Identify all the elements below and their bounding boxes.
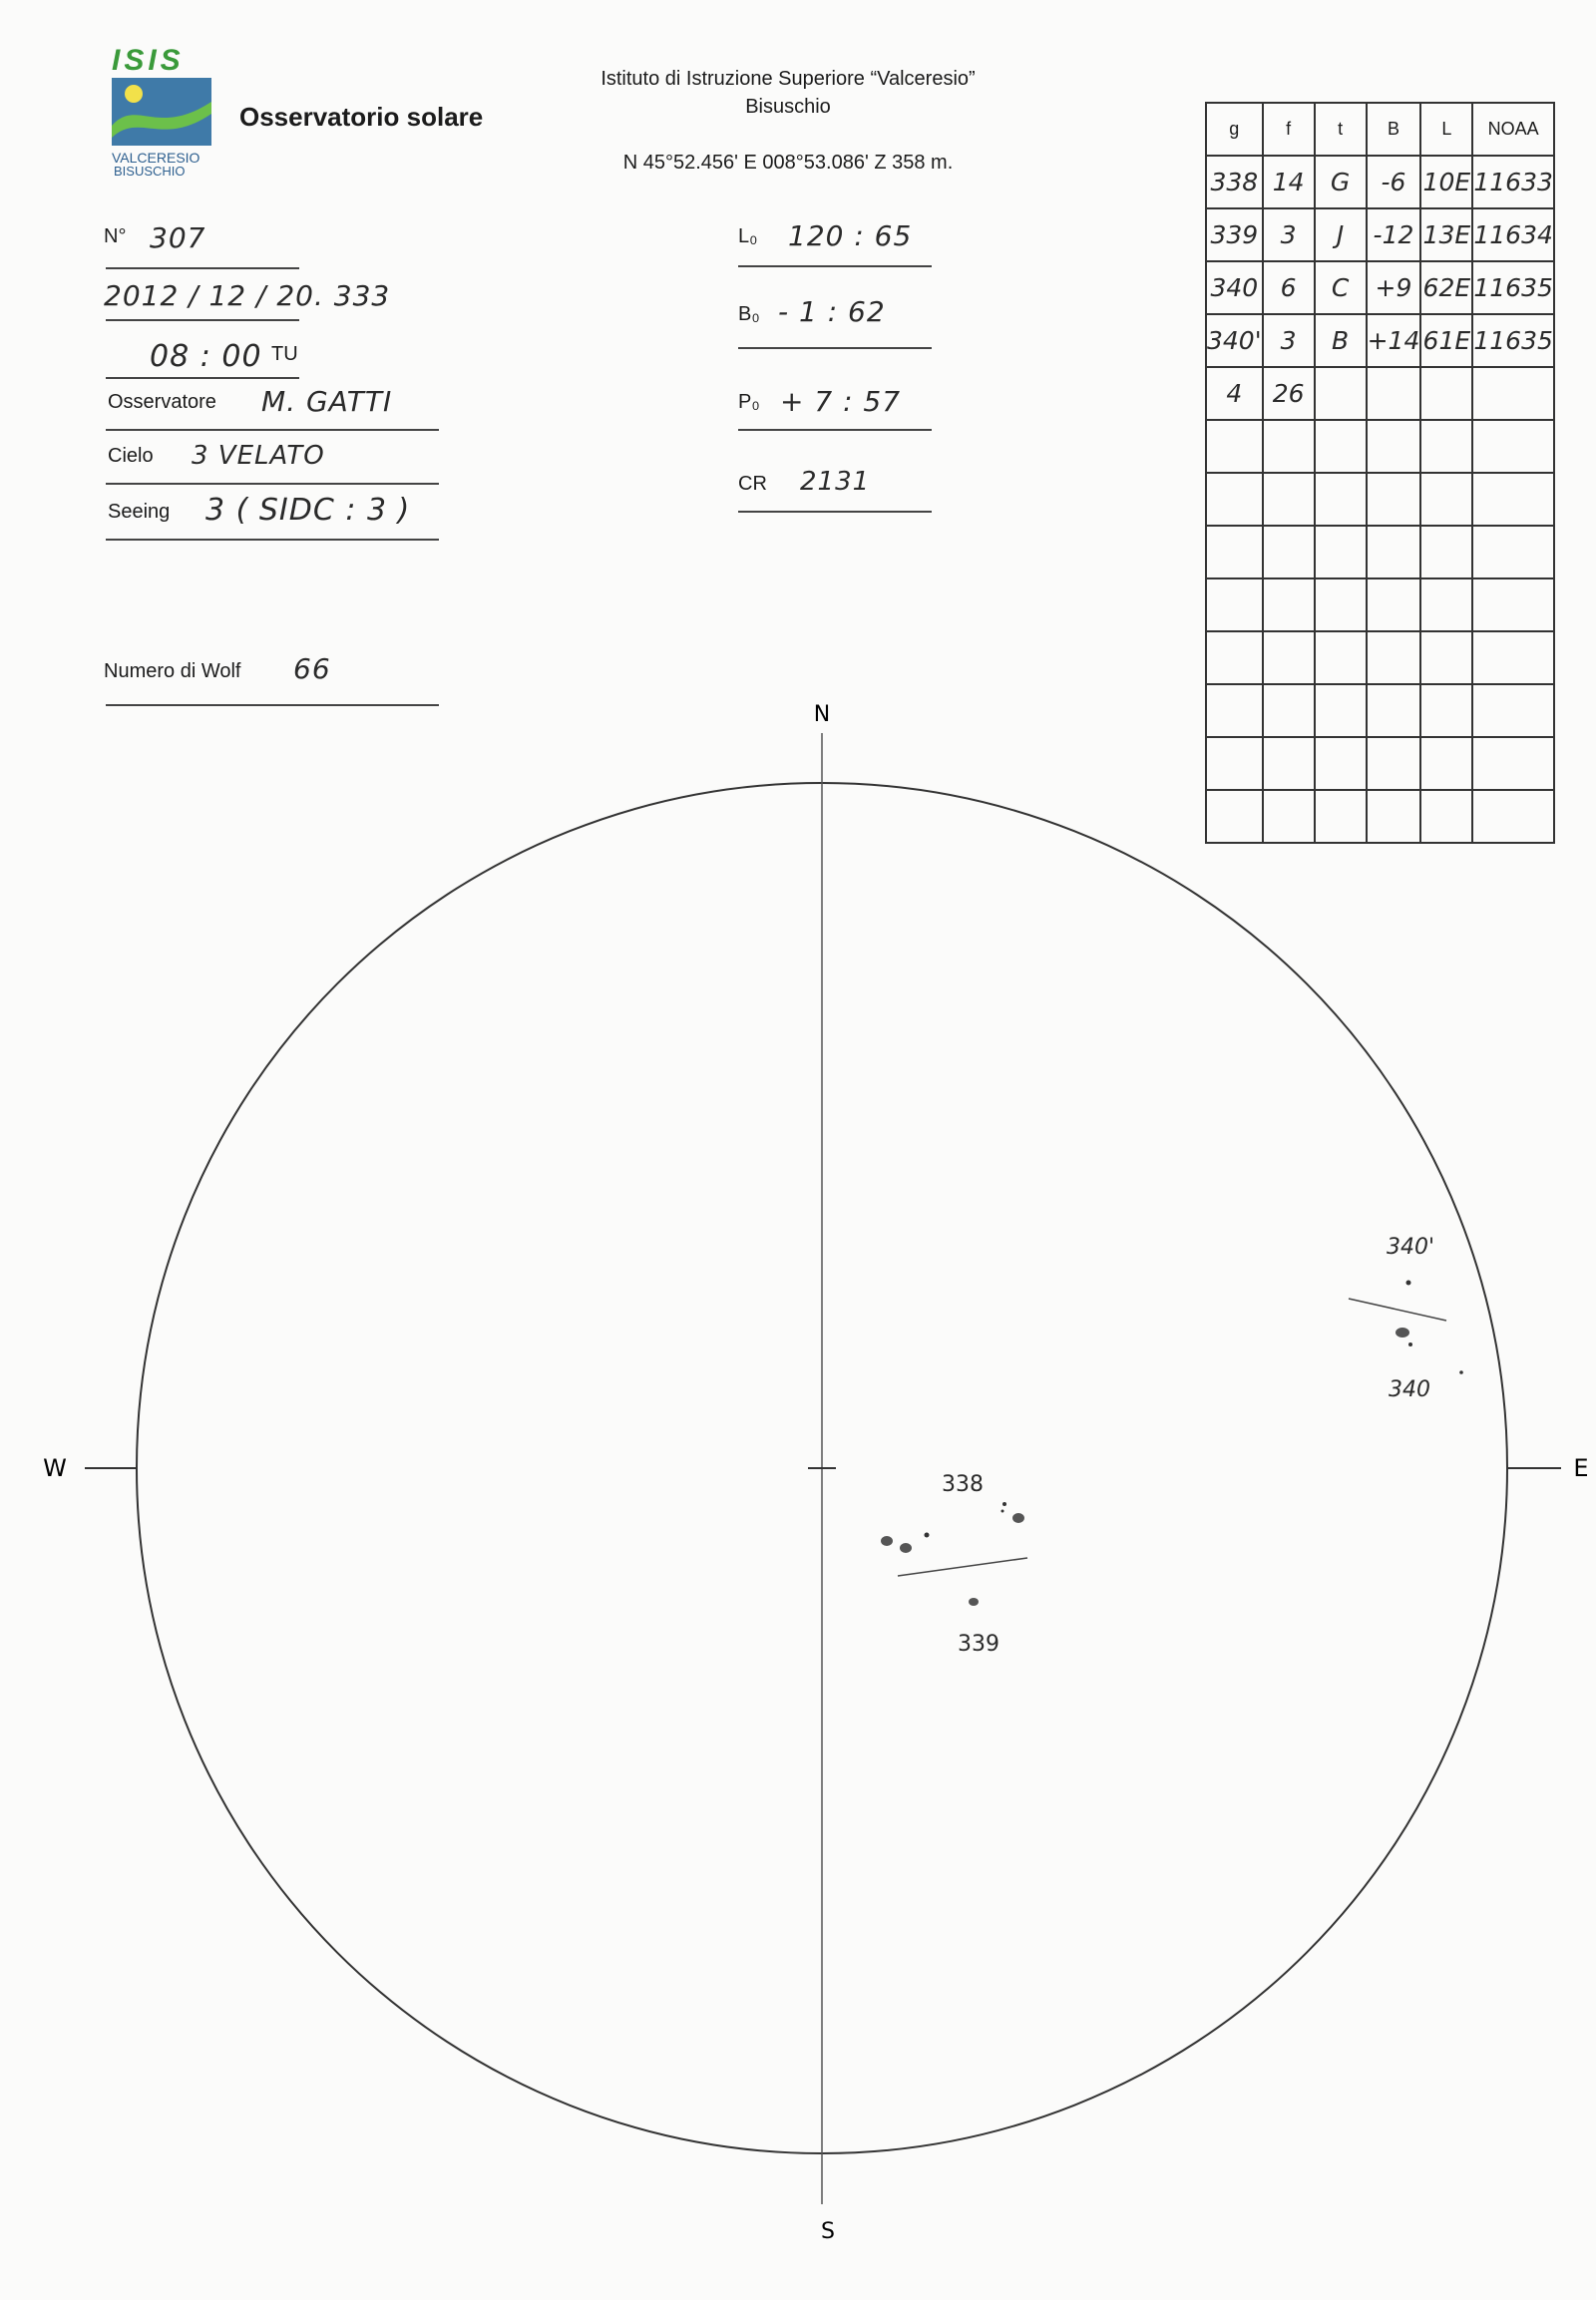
sunspot <box>1002 1502 1006 1506</box>
b0-label: B₀ <box>738 303 760 325</box>
group-divider <box>1349 1299 1446 1321</box>
cell-f: 3 <box>1263 314 1315 367</box>
compass-north: N <box>813 702 831 727</box>
logo-line-2: BISUSCHIO <box>114 164 186 179</box>
cell-noaa: 11633 <box>1472 156 1554 208</box>
cell-t: C <box>1315 261 1367 314</box>
cell-noaa: 11635 <box>1472 261 1554 314</box>
b0-value: - 1 : 62 <box>778 295 886 328</box>
p0-label: P₀ <box>738 391 760 413</box>
cr-value: 2131 <box>800 467 871 497</box>
label-340: 340 <box>1389 1377 1430 1402</box>
cell-l: 62E <box>1420 261 1472 314</box>
time-value: 08 : 00 <box>150 339 262 374</box>
cell-f: 26 <box>1263 367 1315 420</box>
cell-f: 14 <box>1263 156 1315 208</box>
cell-g: 338 <box>1206 156 1263 208</box>
l0-label: L₀ <box>738 225 758 247</box>
header-f: f <box>1263 103 1315 156</box>
cell-t: J <box>1315 208 1367 261</box>
header-t: t <box>1315 103 1367 156</box>
compass-east: E <box>1573 1454 1589 1482</box>
cell-b: -6 <box>1367 156 1421 208</box>
label-338: 338 <box>942 1472 984 1497</box>
sunspot <box>1012 1513 1024 1523</box>
number-label: N° <box>104 225 127 247</box>
label-339: 339 <box>958 1632 999 1657</box>
label-340-prime: 340' <box>1387 1235 1435 1260</box>
group-divider <box>898 1558 1027 1576</box>
p0-value: + 7 : 57 <box>780 385 902 418</box>
sky-value: 3 VELATO <box>192 441 325 471</box>
observer-value: M. GATTI <box>261 385 393 418</box>
cell-l: 61E <box>1420 314 1472 367</box>
cell-g: 4 <box>1206 367 1263 420</box>
cell-g: 339 <box>1206 208 1263 261</box>
cell-t: G <box>1315 156 1367 208</box>
seeing-label: Seeing <box>108 501 171 523</box>
cell-g: 340' <box>1206 314 1263 367</box>
cell-g: 340 <box>1206 261 1263 314</box>
seeing-value: 3 ( SIDC : 3 ) <box>205 493 411 528</box>
header-g: g <box>1206 103 1263 156</box>
wolf-label: Numero di Wolf <box>104 660 241 682</box>
cell-b: -12 <box>1367 208 1421 261</box>
header-noaa: NOAA <box>1472 103 1554 156</box>
sunspot <box>1406 1281 1411 1286</box>
observer-label: Osservatore <box>108 391 216 413</box>
cell-f: 3 <box>1263 208 1315 261</box>
sunspot <box>900 1543 912 1553</box>
time-unit: TU <box>271 343 298 365</box>
logo-wordmark: ISIS <box>112 44 185 77</box>
sunspot <box>1001 1510 1004 1513</box>
institute-name: Istituto di Istruzione Superiore “Valceresio” <box>600 68 976 90</box>
cell-noaa: 11634 <box>1472 208 1554 261</box>
compass-west: W <box>43 1454 67 1482</box>
header-l: L <box>1420 103 1472 156</box>
sunspot <box>1408 1342 1412 1346</box>
cell-b: +14 <box>1367 314 1421 367</box>
cell-b: +9 <box>1367 261 1421 314</box>
number-value: 307 <box>150 221 206 254</box>
cell-noaa: 11635 <box>1472 314 1554 367</box>
logo-line-1: VALCERESIO <box>112 150 200 166</box>
wolf-value: 66 <box>293 652 331 685</box>
institute-coords: N 45°52.456' E 008°53.086' Z 358 m. <box>622 152 954 174</box>
header-b: B <box>1367 103 1421 156</box>
sunspot <box>969 1598 979 1606</box>
l0-value: 120 : 65 <box>788 219 913 252</box>
sunspot <box>881 1536 893 1546</box>
sunspot <box>1396 1328 1409 1338</box>
institute-town: Bisuschio <box>745 96 831 118</box>
sunspot <box>1459 1370 1463 1374</box>
cell-l: 10E <box>1420 156 1472 208</box>
cell-f: 6 <box>1263 261 1315 314</box>
sunspot <box>925 1533 930 1538</box>
cell-l: 13E <box>1420 208 1472 261</box>
date-value: 2012 / 12 / 20. 333 <box>104 279 391 312</box>
cell-t: B <box>1315 314 1367 367</box>
compass-south: S <box>821 2219 835 2244</box>
sky-label: Cielo <box>108 445 154 467</box>
page-title: Osservatorio solare <box>239 102 484 132</box>
cr-label: CR <box>738 473 767 495</box>
